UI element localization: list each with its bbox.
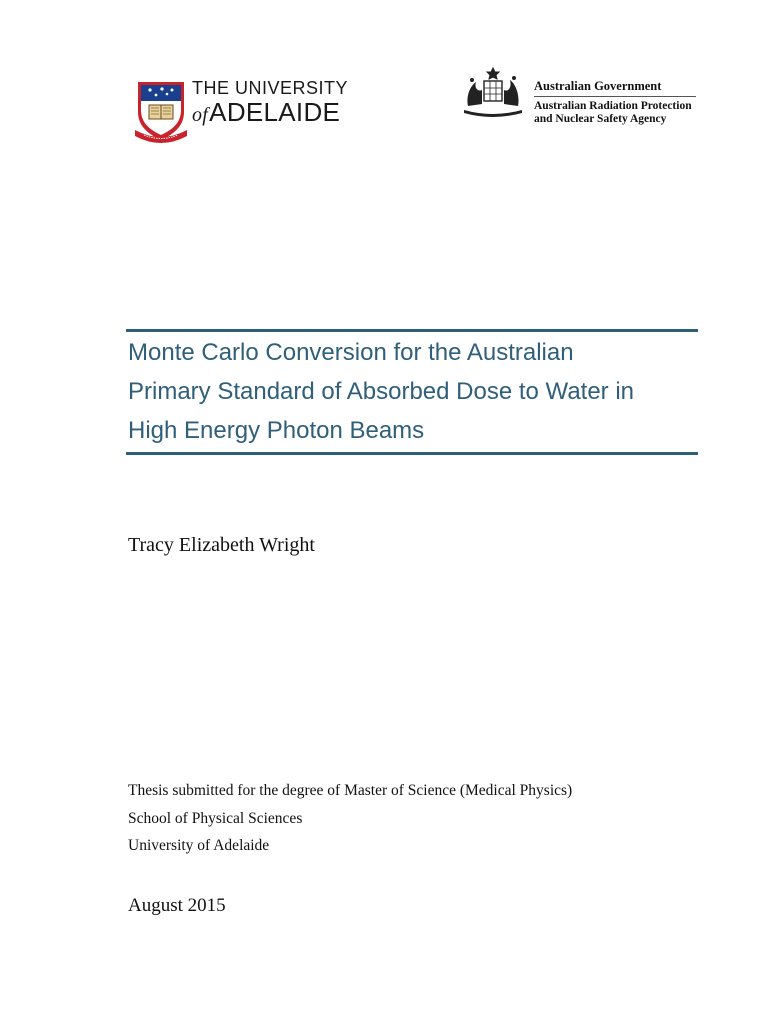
university-wordmark — [192, 78, 348, 129]
institution-name: University of Adelaide — [128, 837, 270, 854]
australian-government-logo — [460, 66, 710, 136]
university-wordmark-line1: THE UNIVERSITY — [192, 78, 349, 98]
thesis-title-line: Monte Carlo Conversion for the Australian — [128, 339, 574, 366]
university-wordmark-line2 — [192, 98, 348, 129]
university-wordmark-of: of — [192, 104, 209, 126]
author-name: Tracy Elizabeth Wright — [128, 534, 315, 556]
thesis-title-line: Primary Standard of Absorbed Dose to Water in — [128, 378, 635, 405]
title-top-rule — [126, 329, 698, 332]
agency-name-line2: and Nuclear Safety Agency — [534, 113, 667, 125]
thesis-title — [128, 333, 698, 450]
title-bottom-rule — [126, 452, 698, 455]
degree-statement: Thesis submitted for the degree of Master of Science (Medical Physics) — [128, 782, 573, 799]
thesis-title-line: High Energy Photon Beams — [128, 417, 425, 444]
school-name: School of Physical Sciences — [128, 809, 303, 827]
submission-info — [128, 777, 572, 860]
university-of-adelaide-logo — [132, 76, 362, 148]
government-title: Australian Government — [534, 79, 662, 93]
submission-date: August 2015 — [128, 895, 226, 916]
government-divider — [534, 96, 696, 97]
coat-of-arms-icon — [460, 66, 526, 120]
university-wordmark-adelaide: ADELAIDE — [209, 97, 341, 127]
government-wordmark — [534, 78, 696, 126]
university-crest-icon — [132, 78, 190, 144]
agency-name-line1: Australian Radiation Protection — [534, 100, 692, 112]
